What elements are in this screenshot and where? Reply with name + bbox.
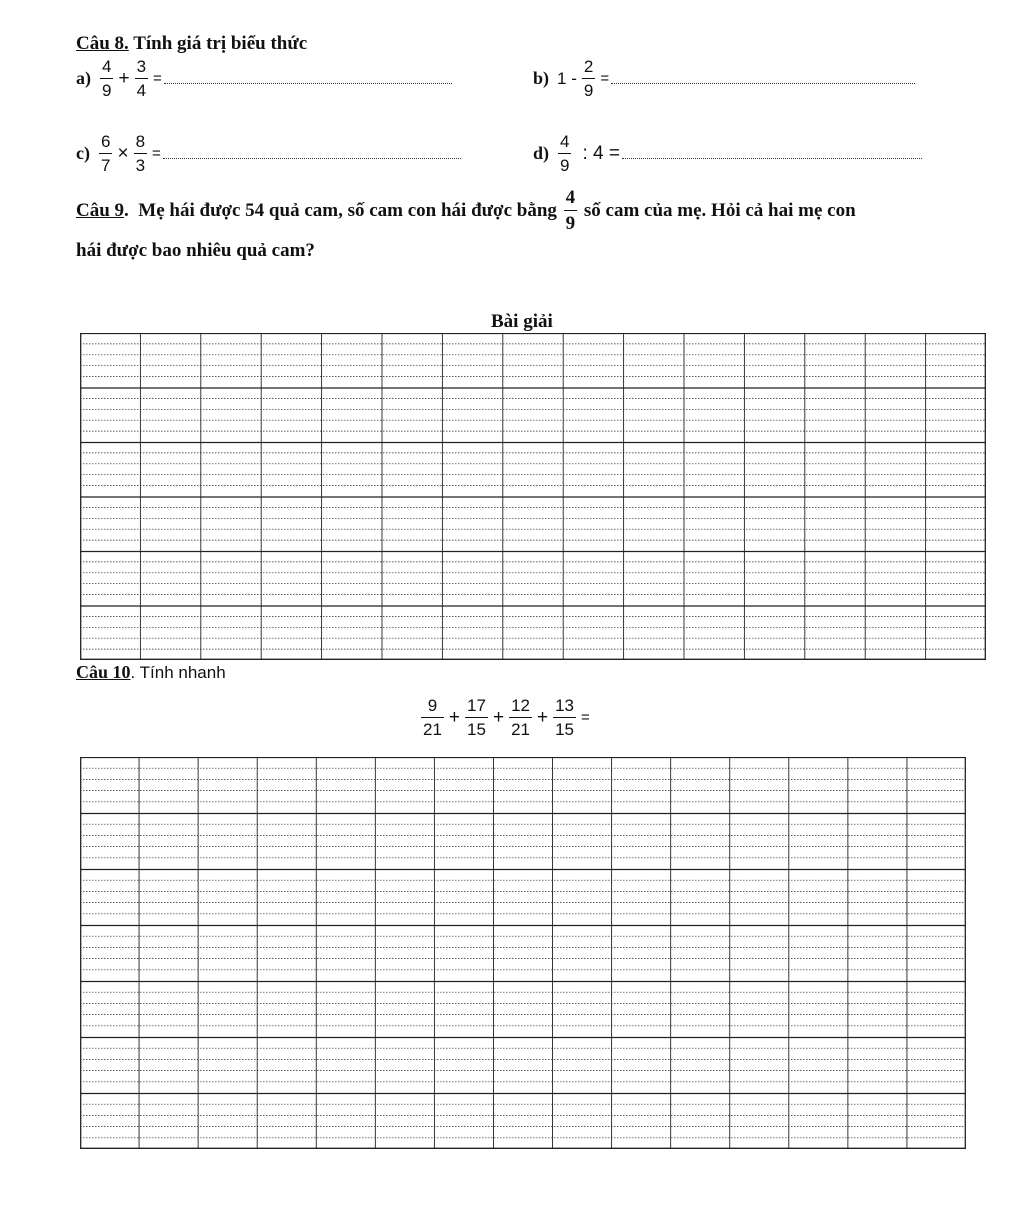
- fraction: [465, 697, 488, 738]
- q10-number: Câu 10: [76, 662, 131, 682]
- q9-line-1: [76, 188, 856, 233]
- fraction: [558, 133, 571, 174]
- numerator: 2: [583, 57, 594, 76]
- q8-number: Câu 8.: [76, 33, 129, 54]
- numerator: 13: [555, 696, 575, 715]
- fraction: [134, 133, 147, 174]
- q9-text-2: số cam của mẹ. Hỏi cả hai mẹ con: [579, 199, 856, 221]
- answer-grid[interactable]: [80, 757, 966, 1149]
- fraction: [582, 58, 595, 99]
- denominator: 3: [134, 153, 147, 174]
- denominator: 9: [564, 210, 578, 233]
- operator: +: [118, 67, 130, 89]
- q8-part-d: [533, 133, 922, 174]
- q8-title-text: Tính giá trị biểu thức: [128, 33, 308, 54]
- equals: =: [152, 145, 161, 162]
- denominator: 4: [135, 78, 148, 99]
- fraction: [564, 188, 578, 233]
- numerator: 4: [565, 187, 576, 208]
- q8-part-a: [76, 58, 452, 99]
- q9-text-1: . Mẹ hái được 54 quả cam, số cam con hái được bằng: [124, 199, 562, 221]
- part-b-label: b): [533, 68, 550, 88]
- part-c-label: c): [76, 143, 90, 163]
- numerator: 6: [100, 132, 111, 151]
- equals: =: [153, 70, 162, 87]
- operator: +: [492, 706, 505, 728]
- denominator: 9: [558, 153, 571, 174]
- denominator: 21: [509, 717, 532, 738]
- equals: =: [600, 70, 610, 87]
- solution-grid[interactable]: [80, 333, 986, 660]
- fraction: [509, 697, 532, 738]
- denominator: 9: [100, 78, 113, 99]
- part-a-label: a): [76, 68, 91, 88]
- numerator: 4: [102, 57, 112, 76]
- q10-title-text: . Tính nhanh: [130, 663, 226, 682]
- numerator: 9: [427, 696, 438, 715]
- denominator: 9: [582, 78, 595, 99]
- numerator: 3: [136, 57, 147, 76]
- part-d-label: d): [533, 143, 550, 163]
- solution-heading: Bài giải: [491, 311, 553, 332]
- answer-line[interactable]: [164, 73, 452, 84]
- numerator: 8: [135, 132, 146, 151]
- q8-title: [76, 33, 307, 55]
- expression-suffix: : 4 =: [582, 142, 620, 164]
- q8-part-b: [533, 58, 915, 99]
- operator: +: [448, 706, 461, 728]
- answer-line[interactable]: [163, 148, 461, 159]
- numerator: 4: [560, 132, 570, 151]
- operator: ×: [117, 142, 129, 164]
- fraction: [421, 697, 444, 738]
- denominator: 15: [465, 717, 488, 738]
- fraction: [553, 697, 576, 738]
- q8-part-c: [76, 133, 461, 174]
- answer-line[interactable]: [611, 73, 915, 84]
- q10-title: [76, 662, 226, 683]
- answer-line[interactable]: [622, 148, 922, 159]
- operator: +: [536, 706, 549, 728]
- denominator: 21: [421, 717, 444, 738]
- q9-line-2: hái được bao nhiêu quả cam?: [76, 240, 315, 261]
- denominator: 15: [553, 717, 576, 738]
- fraction: [99, 133, 112, 174]
- equals: =: [581, 709, 590, 726]
- expression-prefix: 1 -: [557, 68, 577, 88]
- denominator: 7: [99, 153, 112, 174]
- fraction: [100, 58, 113, 99]
- numerator: 17: [467, 696, 486, 715]
- numerator: 12: [511, 696, 530, 715]
- q9-number: Câu 9: [76, 199, 125, 221]
- q10-expression: [418, 697, 592, 738]
- fraction: [135, 58, 148, 99]
